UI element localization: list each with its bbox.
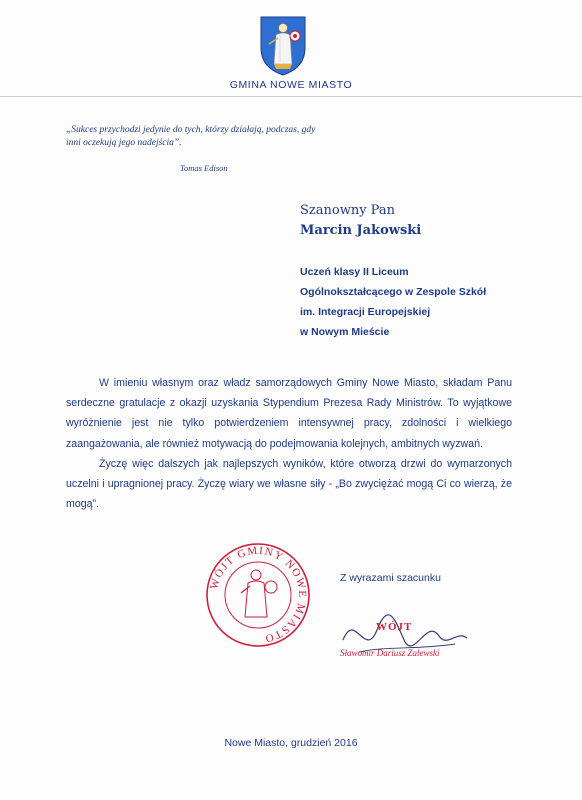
body-paragraph: W imieniu własnym oraz władz samorządowych Gminy Nowe Miasto, składam Panu serdeczne gratulacje z okazji uzyskania Stypendium Prezesa Rady Ministrów. To wyjątkowe wyróżnienie jest nie tylko potwierdzeniem intensywnej pracy, zdolności i wielkiego zaangażowania, ale również motywacją do podejmowania kolejnych, ambitnych wyzwań. [66, 377, 512, 450]
motto-quote: „Sukces przychodzi jedynie do tych, którzy działają, podczas, gdy inni oczekują jego nadejścia”. [66, 125, 316, 148]
address-line: im. Integracji Europejskiej [300, 306, 431, 318]
signer-name: Sławomir Dariusz Zalewski [340, 648, 440, 658]
official-seal-icon [204, 541, 312, 649]
recipient-address [300, 262, 486, 342]
seal-text: WÓJT GMINY NOWE MIASTO [208, 544, 309, 645]
salutation [300, 201, 421, 241]
closing-regards: Z wyrazami szacunku [340, 572, 441, 584]
body-paragraph: Życzę więc dalszych jak najlepszych wyników, które otworzą drzwi do wymarzonych uczelni i upragnionej pracy. Życzę wiary we własne siły - „Bo zwyciężać mogą Ci co wierzą, że mogą”. [66, 457, 512, 511]
issuer-name: GMINA NOWE MIASTO [229, 79, 353, 91]
svg-text:WÓJT GMINY NOWE MIASTO [208, 545, 308, 645]
address-line: Uczeń klasy II Liceum [300, 266, 409, 278]
address-line: Ogólnokształcącego w Zespole Szkół [300, 286, 487, 298]
salutation-greeting: Szanowny Pan [300, 203, 395, 218]
motto-author: Tomas Edison [180, 163, 228, 173]
coat-of-arms-icon [258, 14, 308, 76]
address-line: w Nowym Mieście [300, 326, 390, 338]
signer-title: WÓJT [376, 621, 413, 633]
letter-body [66, 373, 512, 514]
place-and-date: Nowe Miasto, grudzień 2016 [224, 737, 358, 749]
handwritten-signature-icon [335, 600, 475, 670]
header-divider [0, 96, 582, 97]
recipient-name: Marcin Jakowski [300, 223, 422, 238]
